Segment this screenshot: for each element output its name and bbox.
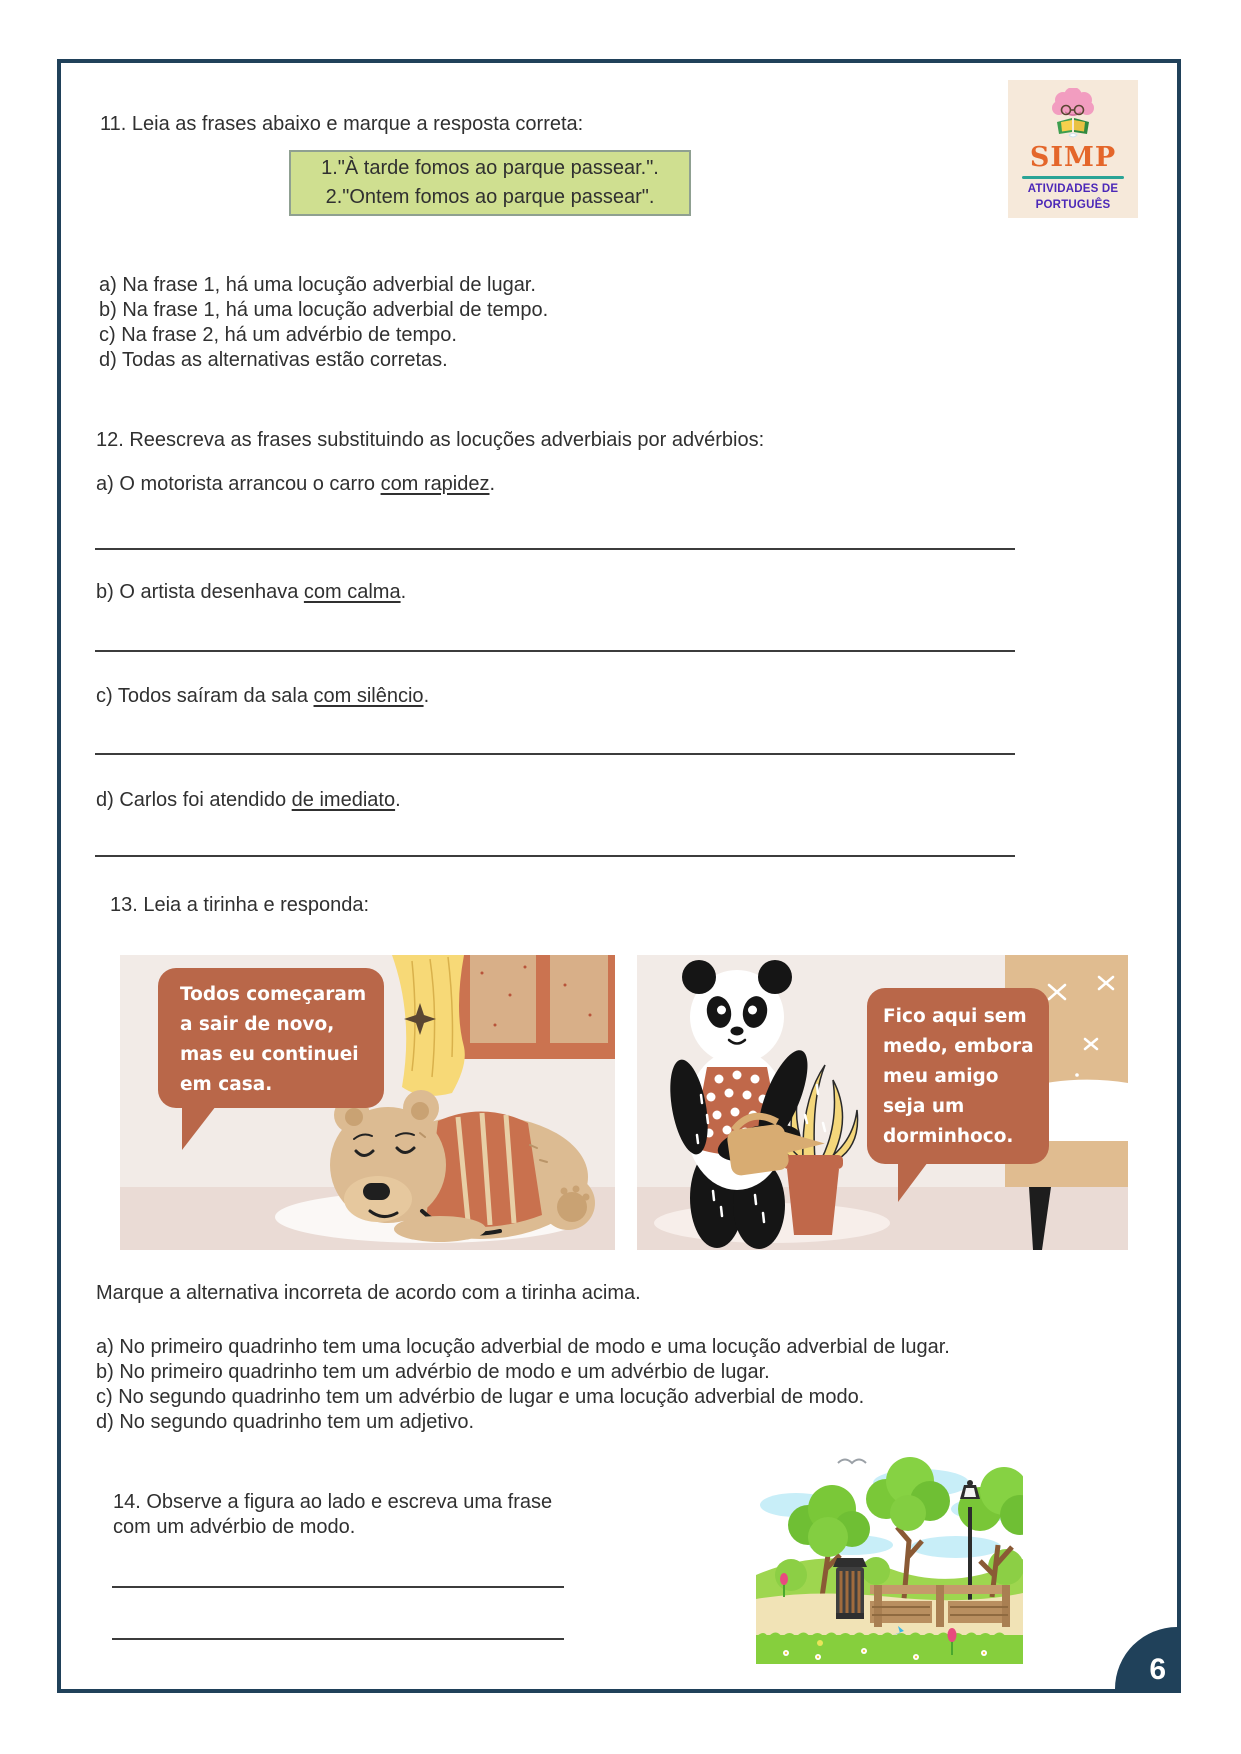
logo-underline (1022, 176, 1124, 179)
q13-option-c: c) No segundo quadrinho tem um advérbio de lugar e uma locução adverbial de modo. (96, 1386, 865, 1408)
q11-phrase-2: 2."Ontem fomos ao parque passear". (325, 186, 655, 208)
q14-title-line2: com um advérbio de modo. (113, 1516, 356, 1538)
q12-b-period: . (400, 581, 407, 603)
park-illustration (756, 1447, 1023, 1664)
bubble1-line3: mas eu continuei (180, 1044, 359, 1065)
bubble2-line4: seja um (883, 1096, 965, 1117)
q12-d-underlined: de imediato (291, 789, 396, 811)
q12-item-b (96, 580, 406, 604)
answer-line-q14-1[interactable] (112, 1586, 564, 1588)
q11-option-c: c) Na frase 2, há um advérbio de tempo. (99, 324, 457, 346)
speech-bubble-bear-tail (182, 1106, 216, 1150)
q11-option-d: d) Todas as alternativas estão corretas. (99, 349, 448, 371)
q12-item-d (96, 788, 401, 812)
q11-phrase-box (289, 150, 691, 216)
bubble2-line1: Fico aqui sem (883, 1006, 1027, 1027)
bubble1-line2: a sair de novo, (180, 1014, 335, 1035)
q12-b-text: b) O artista desenhava (96, 581, 304, 603)
q13-option-b: b) No primeiro quadrinho tem um advérbio de modo e um advérbio de lugar. (96, 1361, 770, 1383)
q12-a-text: a) O motorista arrancou o carro (96, 473, 381, 495)
q12-item-c (96, 684, 429, 708)
q12-b-underlined: com calma (303, 581, 401, 603)
q12-a-period: . (489, 473, 496, 495)
q11-phrase-1: 1."À tarde fomos ao parque passear.". (321, 157, 659, 179)
brain-mascot-icon (1049, 88, 1097, 140)
answer-line-q12d[interactable] (95, 855, 1015, 857)
q11-option-b: b) Na frase 1, há uma locução adverbial de tempo. (99, 299, 549, 321)
q11-title: 11. Leia as frases abaixo e marque a resposta correta: (100, 113, 584, 135)
q12-c-period: . (423, 685, 430, 707)
q13-option-d: d) No segundo quadrinho tem um adjetivo. (96, 1411, 475, 1433)
q14-title-line1: 14. Observe a figura ao lado e escreva uma frase (113, 1491, 553, 1513)
answer-line-q12b[interactable] (95, 650, 1015, 652)
logo-subtitle-2: PORTUGUÊS (1035, 199, 1111, 211)
speech-bubble-panda-tail (898, 1162, 928, 1202)
logo-subtitle-1: ATIVIDADES DE (1027, 183, 1119, 195)
q12-title: 12. Reescreva as frases substituindo as locuções adverbiais por advérbios: (96, 429, 765, 451)
bubble2-line5: dorminhoco. (883, 1126, 1014, 1147)
bubble2-line2: medo, embora (883, 1036, 1034, 1057)
answer-line-q12c[interactable] (95, 753, 1015, 755)
q13-question: Marque a alternativa incorreta de acordo com a tirinha acima. (96, 1282, 641, 1304)
bubble2-line3: meu amigo (883, 1066, 999, 1087)
answer-line-q14-2[interactable] (112, 1638, 564, 1640)
q12-item-a (96, 472, 495, 496)
q11-option-a: a) Na frase 1, há uma locução adverbial de lugar. (99, 274, 536, 296)
simp-logo (1008, 80, 1138, 218)
q12-c-text: c) Todos saíram da sala (96, 685, 314, 707)
speech-bubble-panda (867, 988, 1049, 1164)
answer-line-q12a[interactable] (95, 548, 1015, 550)
q12-d-text: d) Carlos foi atendido (96, 789, 292, 811)
q12-d-period: . (395, 789, 401, 811)
q12-a-underlined: com rapidez (380, 473, 490, 495)
q13-option-a: a) No primeiro quadrinho tem uma locução adverbial de modo e uma locução adverbial de lugar. (96, 1336, 950, 1358)
q13-title: 13. Leia a tirinha e responda: (110, 894, 370, 916)
logo-title: SIMP (1029, 142, 1117, 173)
speech-bubble-bear (158, 968, 384, 1108)
page-number: 6 (1149, 1653, 1166, 1686)
bubble1-line1: Todos começaram (180, 984, 367, 1005)
q12-c-underlined: com silêncio (313, 685, 424, 707)
bubble1-line4: em casa. (180, 1074, 273, 1095)
